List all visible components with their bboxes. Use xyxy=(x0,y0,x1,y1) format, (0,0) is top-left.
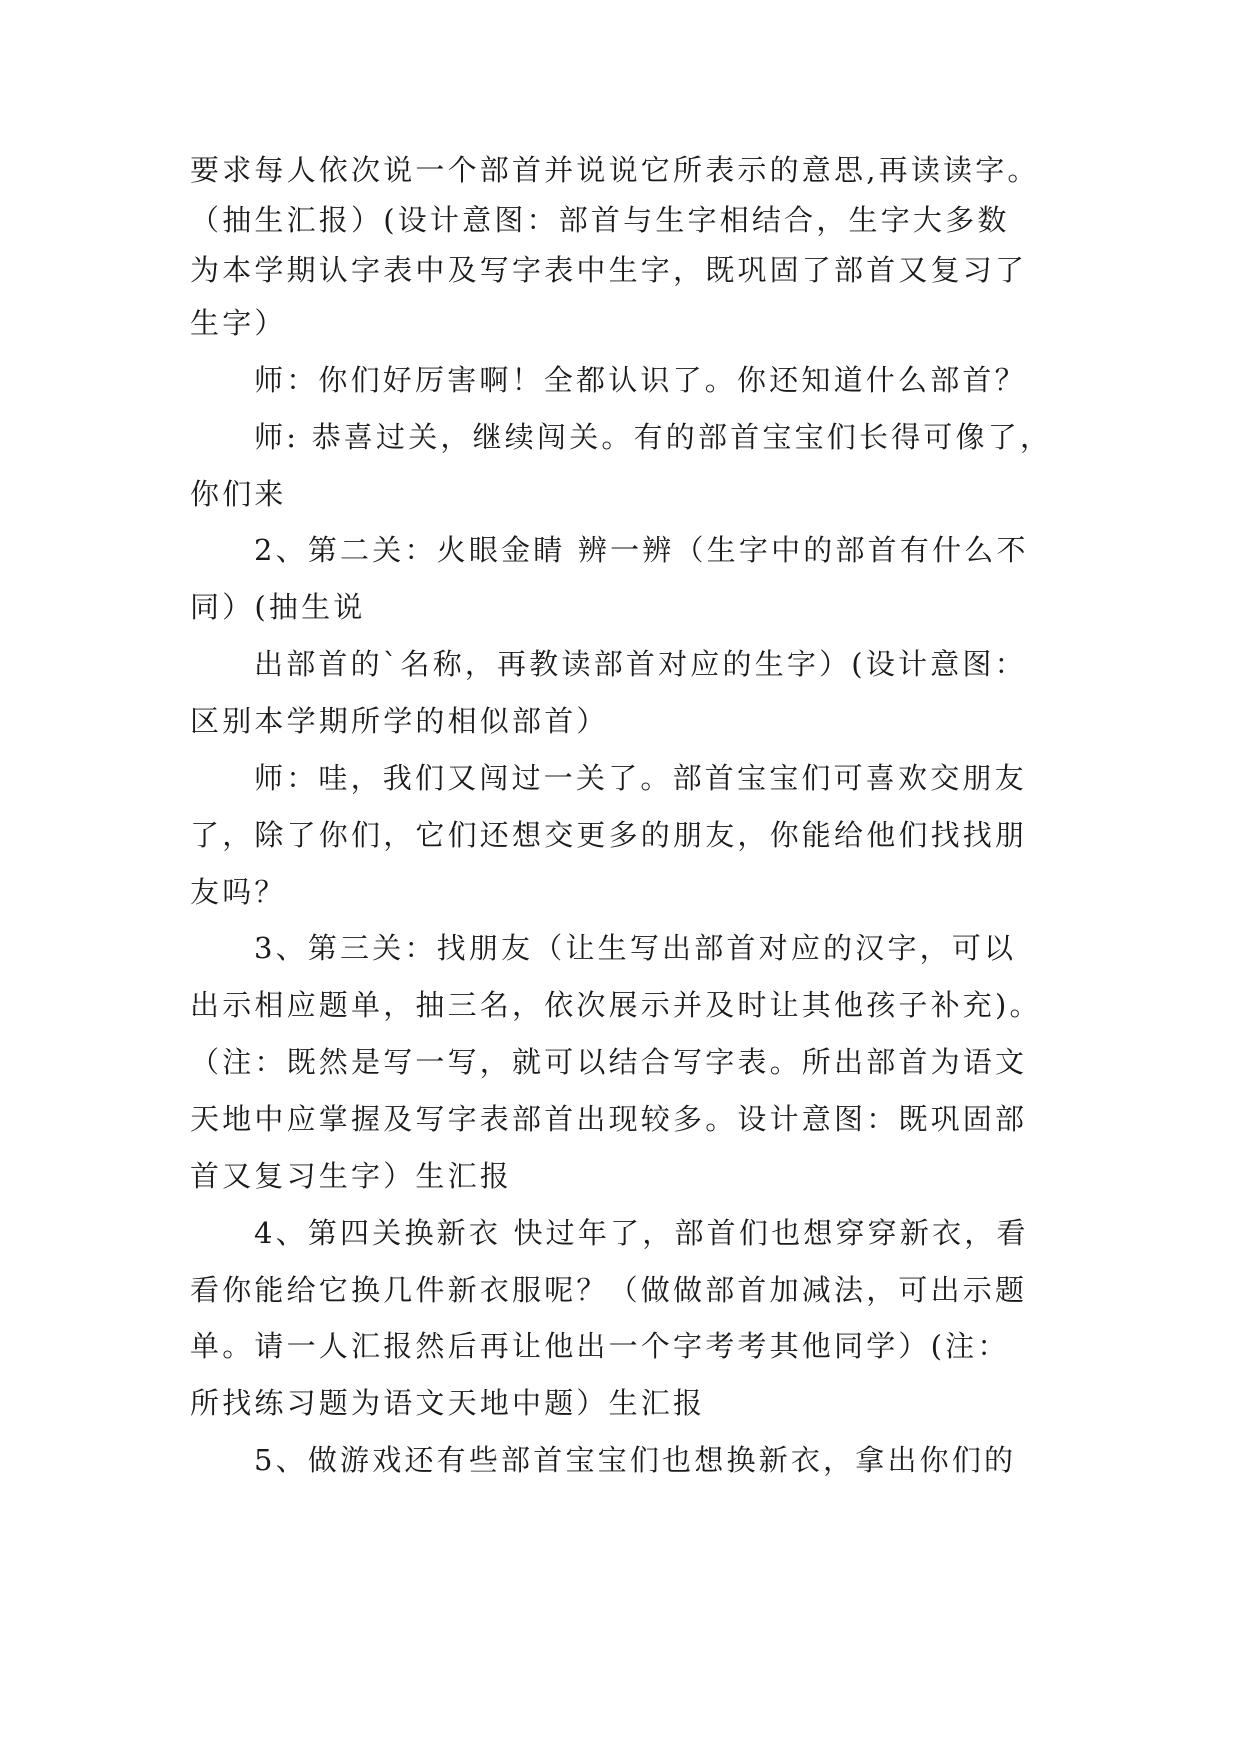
text-line: 3、第三关：找朋友（让生写出部首对应的汉字，可以 xyxy=(254,931,1017,965)
text-line: 要求每人依次说一个部首并说说它所表示的意思,再读读字。 xyxy=(190,153,1040,187)
text-line: 天地中应掌握及写字表部首出现较多。设计意图：既巩固部 xyxy=(190,1102,1028,1136)
text-line: （抽生汇报）(设计意图：部首与生字相结合，生字大多数 xyxy=(190,203,1010,237)
text-line: 师：哇，我们又闯过一关了。部首宝宝们可喜欢交朋友 xyxy=(254,761,1027,795)
text-line: 了，除了你们，它们还想交更多的朋友，你能给他们找找朋 xyxy=(190,818,1028,852)
text-line: 2、第二关：火眼金睛 辨一辨（生字中的部首有什么不 xyxy=(254,533,1029,567)
text-line: 单。请一人汇报然后再让他出一个字考考其他同学）(注： xyxy=(190,1329,1010,1363)
text-line: 师：你们好厉害啊！全都认识了。你还知道什么部首？ xyxy=(254,363,1027,397)
text-line: 为本学期认字表中及写字表中生字，既巩固了部首又复习了 xyxy=(190,253,1028,287)
text-line: 出部首的`名称，再教读部首对应的生字）(设计意图： xyxy=(254,647,1027,681)
text-line: 区别本学期所学的相似部首） xyxy=(190,704,609,738)
text-line: 出示相应题单，抽三名，依次展示并及时让其他孩子补充)。 xyxy=(190,988,1042,1022)
text-line: 生字） xyxy=(190,306,287,340)
text-line: 你们来 xyxy=(190,477,287,511)
text-line: 4、第四关换新衣 快过年了，部首们也想穿穿新衣，看 xyxy=(254,1216,1029,1250)
text-line: 首又复习生字）生汇报 xyxy=(190,1159,513,1193)
text-line: 同）(抽生说 xyxy=(190,590,366,624)
text-line: （注：既然是写一写，就可以结合写字表。所出部首为语文 xyxy=(190,1045,1028,1079)
text-line: 友吗？ xyxy=(190,875,287,909)
text-line: 看你能给它换几件新衣服呢？（做做部首加减法，可出示题 xyxy=(190,1273,1028,1307)
text-line: 所找练习题为语文天地中题）生汇报 xyxy=(190,1386,706,1420)
text-line: 5、做游戏还有些部首宝宝们也想换新衣，拿出你们的 xyxy=(254,1443,1017,1477)
text-line: 师: 恭喜过关，继续闯关。有的部首宝宝们长得可像了， xyxy=(254,420,1053,454)
